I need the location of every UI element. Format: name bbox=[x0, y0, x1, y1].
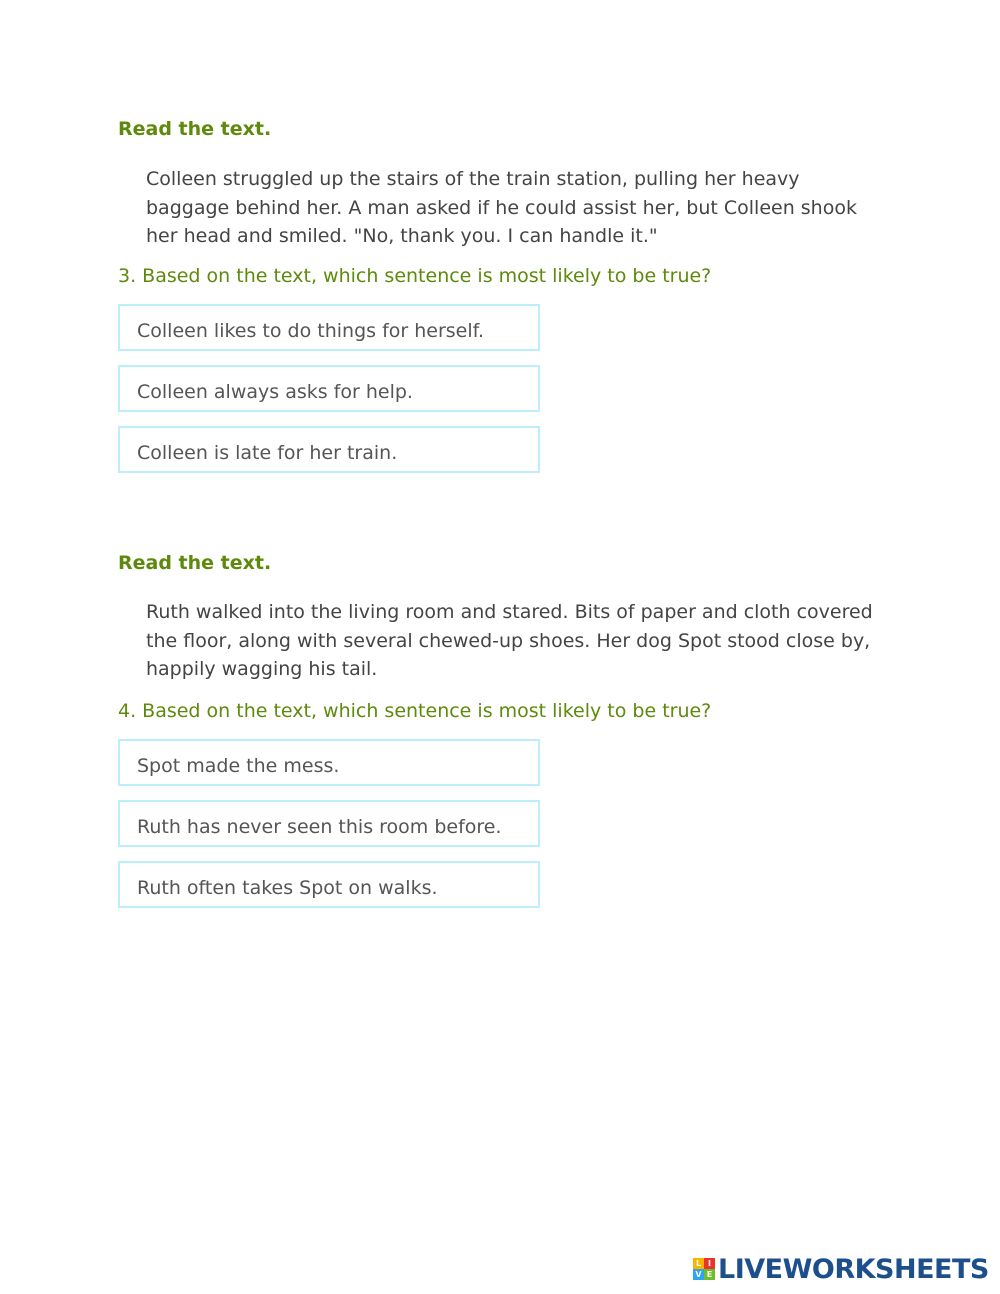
answer-option-label: Spot made the mess. bbox=[137, 755, 340, 777]
answer-option[interactable] bbox=[118, 304, 540, 351]
reading-passage: Ruth walked into the living room and stared. Bits of paper and cloth covered the floor, along with several chewed-up shoes. Her dog Spot stood close by, happily wagging his tail. bbox=[146, 601, 873, 680]
logo-letter: E bbox=[704, 1269, 715, 1280]
logo-letter: V bbox=[693, 1269, 704, 1280]
answer-option-label: Colleen likes to do things for herself. bbox=[137, 320, 484, 342]
logo-mark-icon bbox=[693, 1258, 715, 1280]
answer-option[interactable] bbox=[118, 739, 540, 786]
section-heading: Read the text. bbox=[118, 552, 272, 574]
question-prompt: 4. Based on the text, which sentence is most likely to be true? bbox=[118, 700, 712, 722]
question-prompt: 3. Based on the text, which sentence is most likely to be true? bbox=[118, 265, 712, 287]
logo-letter: L bbox=[693, 1258, 704, 1269]
logo-letter: I bbox=[704, 1258, 715, 1269]
liveworksheets-logo bbox=[693, 1253, 989, 1285]
answer-option-label: Colleen always asks for help. bbox=[137, 381, 413, 403]
answer-option-label: Colleen is late for her train. bbox=[137, 442, 398, 464]
answer-option[interactable] bbox=[118, 426, 540, 473]
answer-option-label: Ruth has never seen this room before. bbox=[137, 816, 502, 838]
answer-option[interactable] bbox=[118, 800, 540, 847]
answer-option[interactable] bbox=[118, 861, 540, 908]
logo-wordmark: LIVEWORKSHEETS bbox=[718, 1253, 989, 1285]
reading-passage: Colleen struggled up the stairs of the train station, pulling her heavy baggage behind her. A man asked if he could assist her, but Colleen shook her head and smiled. "No, thank you. I can handle it." bbox=[146, 168, 857, 247]
section-heading: Read the text. bbox=[118, 118, 272, 140]
answer-option[interactable] bbox=[118, 365, 540, 412]
answer-option-label: Ruth often takes Spot on walks. bbox=[137, 877, 438, 899]
